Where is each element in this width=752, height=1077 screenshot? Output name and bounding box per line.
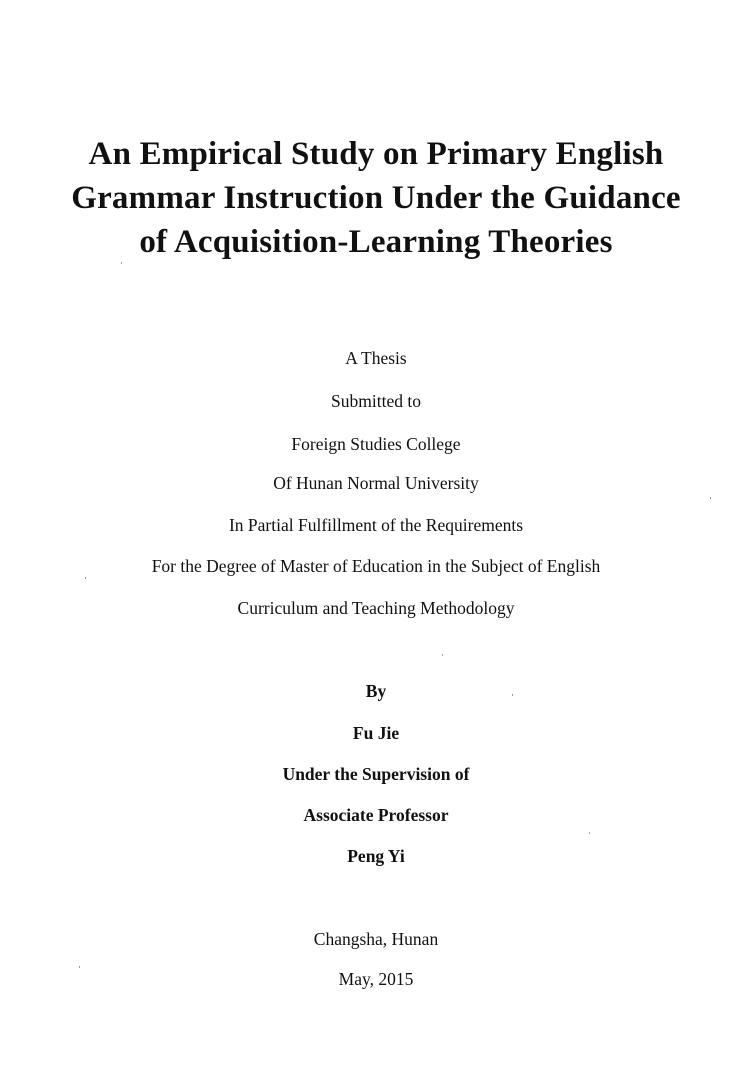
university-name: Of Hunan Normal University <box>273 473 479 493</box>
author-name: Fu Jie <box>352 723 400 743</box>
submitted-to: Submitted to <box>331 391 421 411</box>
partial-fulfillment: In Partial Fulfillment of the Requirements <box>228 515 524 535</box>
title-line-2: Grammar Instruction Under the Guidance <box>71 180 681 216</box>
scan-speck <box>710 497 711 499</box>
thesis-label: A Thesis <box>345 348 407 368</box>
place-line: Changsha, Hunan <box>313 929 439 949</box>
college-name: Foreign Studies College <box>291 434 461 454</box>
date-line: May, 2015 <box>338 969 414 989</box>
thesis-title <box>40 132 712 264</box>
scan-speck <box>79 966 80 968</box>
scan-speck <box>442 654 443 656</box>
supervisor-rank: Associate Professor <box>303 805 449 825</box>
scan-speck <box>512 694 513 696</box>
title-line-3: of Acquisition-Learning Theories <box>139 224 613 260</box>
by-label: By <box>365 681 387 701</box>
scan-speck <box>121 262 122 264</box>
degree-line: For the Degree of Master of Education in the Subject of English <box>151 556 601 576</box>
title-line-1: An Empirical Study on Primary English <box>88 136 664 172</box>
supervisor-name: Peng Yi <box>347 846 405 866</box>
supervision-label: Under the Supervision of <box>282 764 470 784</box>
scan-speck <box>589 832 590 834</box>
major-line: Curriculum and Teaching Methodology <box>237 598 515 618</box>
scan-speck <box>85 577 86 579</box>
